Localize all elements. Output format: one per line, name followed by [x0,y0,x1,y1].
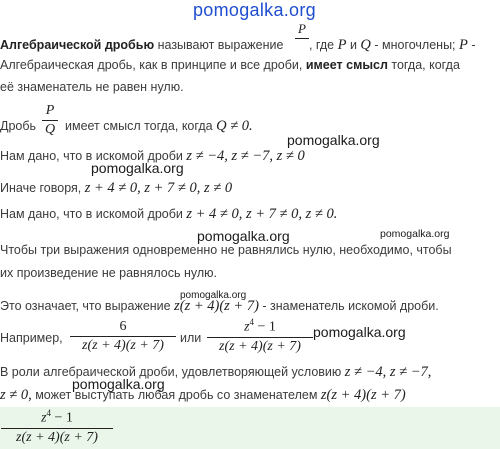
watermark[interactable]: pomogalka.org [287,132,380,148]
math-p: P [337,37,347,53]
math-p: P [459,37,468,53]
example-label: Например, [0,331,63,345]
text: Алгебраическая дробь, как в принципе и все дроби, [0,58,306,72]
text: Это означает, что выражение [0,299,175,313]
in-other-words-line [0,180,232,197]
numerator-rest: − 1 [51,410,73,426]
fraction-bar [42,120,58,121]
watermark[interactable]: pomogalka.org [197,228,290,244]
math-denominator: z(z + 4)(z + 7) [320,387,406,403]
text: может выступать любая дробь со знаменателем [31,388,321,402]
text: , где [308,38,338,52]
text: Нам дано, что в искомой дроби [0,149,187,163]
text: Иначе говоря, [0,181,85,195]
math-conditions: z + 4 ≠ 0, z + 7 ≠ 0, z ≠ 0 [84,180,233,196]
or-text: или [180,331,202,345]
fraction-p-over-q-small [295,21,309,40]
text: - многочлены; [370,38,460,52]
product-line-1: Чтобы три выражения одновременно не равнялись нулю, необходимо, чтобы [0,243,452,257]
fraction-meaning-line [0,118,253,135]
text: называют выражение [154,38,287,52]
numerator-rest: − 1 [254,319,276,335]
numerator: P [45,103,55,118]
numerator-base: z [41,410,47,426]
math-q: Q [360,37,371,53]
fraction-bar [207,337,313,338]
text: Нам дано, что в искомой дроби [0,207,187,221]
watermark[interactable]: pomogalka.org [380,228,450,240]
watermark[interactable]: pomogalka.org [180,290,247,301]
math-conditions: z ≠ −4, z ≠ −7, [344,364,432,380]
numerator: P [298,21,306,36]
term-has-meaning: имеет смысл [305,58,388,72]
fraction-p-over-q [42,103,58,138]
text: тогда, когда [387,58,460,72]
math-q-not-zero: Q ≠ 0. [216,118,253,134]
definition-line-3: её знаменатель не равен нулю. [0,80,184,94]
product-line-2: их произведение не равнялось нулю. [0,266,218,280]
text: В роли алгебраической дроби, удовлетворяющей условию [0,365,345,379]
conclusion-line-2 [0,387,406,404]
denominator: Q [44,122,56,137]
denominator: z(z + 4)(z + 7) [16,429,98,445]
watermark[interactable]: pomogalka.org [313,324,406,340]
answer-fraction [1,408,113,446]
definition-line-2 [0,58,460,72]
math-condition: z ≠ 0, [0,387,32,403]
fraction-bar [1,428,113,429]
numerator: 6 [119,319,127,334]
given-conditions-line-2 [0,206,337,223]
example-fraction-1 [70,319,176,354]
numerator [1,408,113,427]
math-conditions: z ≠ −4, z ≠ −7, z ≠ 0 [186,148,305,164]
watermark[interactable]: pomogalka.org [91,160,184,176]
definition-line-1 [0,37,476,54]
term-algebraic-fraction: Алгебраической дробью [0,38,155,52]
exponent: 4 [46,408,52,418]
fraction-bar [70,336,176,337]
text: Дробь [0,119,40,133]
fraction-bar [295,38,309,39]
math-conditions: z + 4 ≠ 0, z + 7 ≠ 0, z ≠ 0. [186,206,338,222]
denominator: z(z + 4)(z + 7) [219,338,301,354]
math-denominator: z(z + 4)(z + 7) [174,298,259,314]
watermark[interactable]: pomogalka.org [72,376,165,392]
text: и [346,38,361,52]
watermark-top[interactable]: pomogalka.org [193,0,316,20]
numerator-base: z [244,319,250,335]
denominator: z(z + 4)(z + 7) [82,338,164,353]
conclusion-line-1 [0,364,431,381]
exponent: 4 [249,317,255,327]
text: - [467,38,476,52]
numerator [207,317,313,336]
text: имеет смысл тогда, когда [61,119,217,133]
text: - знаменатель искомой дроби. [258,299,439,313]
example-fraction-2 [207,317,313,355]
